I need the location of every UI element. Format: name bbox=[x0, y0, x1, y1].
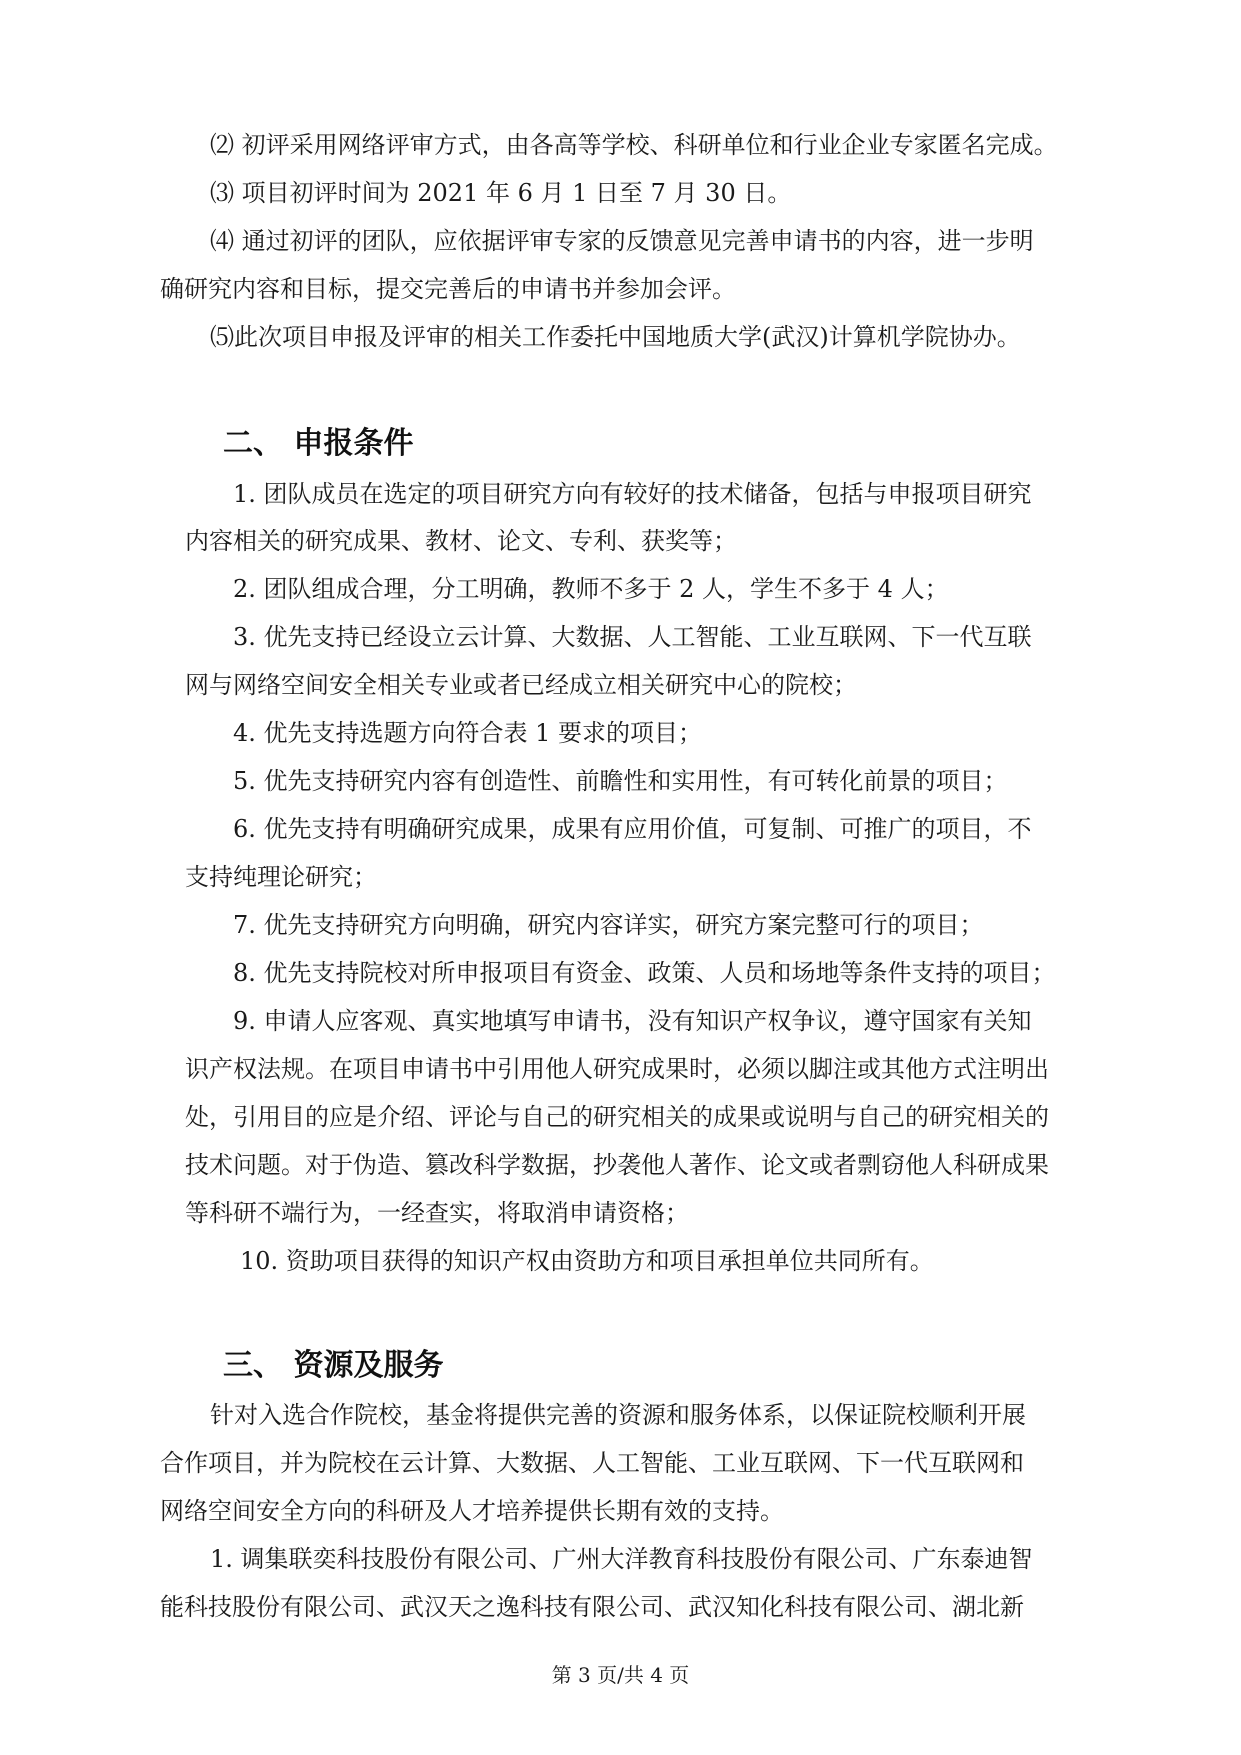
condition-9-line-5: 等科研不端行为，一经查实，将取消申请资格； bbox=[185, 1199, 689, 1227]
condition-6-line-2: 支持纯理论研究； bbox=[185, 863, 377, 891]
intro-item-5: ⑸此次项目申报及评审的相关工作委托中国地质大学(武汉)计算机学院协办。 bbox=[210, 323, 1021, 351]
condition-3-line-1: 3. 优先支持已经设立云计算、大数据、人工智能、工业互联网、下一代互联 bbox=[233, 623, 1032, 651]
condition-1-line-1: 1. 团队成员在选定的项目研究方向有较好的技术储备，包括与申报项目研究 bbox=[233, 480, 1032, 508]
resources-intro-line-1: 针对入选合作院校，基金将提供完善的资源和服务体系，以保证院校顺利开展 bbox=[210, 1401, 1026, 1429]
condition-2: 2. 团队组成合理，分工明确，教师不多于 2 人，学生不多于 4 人； bbox=[233, 575, 949, 603]
condition-9-line-3: 处，引用目的应是介绍、评论与自己的研究相关的成果或说明与自己的研究相关的 bbox=[185, 1103, 1049, 1131]
page-number: 第 3 页/共 4 页 bbox=[551, 1663, 690, 1687]
intro-item-4-line-1: ⑷ 通过初评的团队，应依据评审专家的反馈意见完善申请书的内容，进一步明 bbox=[210, 227, 1034, 255]
condition-8: 8. 优先支持院校对所申报项目有资金、政策、人员和场地等条件支持的项目； bbox=[233, 959, 1056, 987]
resources-item-1-line-1: 1. 调集联奕科技股份有限公司、广州大洋教育科技股份有限公司、广东泰迪智 bbox=[210, 1545, 1033, 1573]
section-heading-resources-services: 三、 资源及服务 bbox=[223, 1348, 444, 1383]
section-heading-application-conditions: 二、 申报条件 bbox=[223, 426, 414, 461]
intro-item-2: ⑵ 初评采用网络评审方式，由各高等学校、科研单位和行业企业专家匿名完成。 bbox=[210, 131, 1058, 159]
resources-intro-line-3: 网络空间安全方向的科研及人才培养提供长期有效的支持。 bbox=[160, 1497, 784, 1525]
condition-10: 10. 资助项目获得的知识产权由资助方和项目承担单位共同所有。 bbox=[240, 1247, 934, 1275]
condition-5: 5. 优先支持研究内容有创造性、前瞻性和实用性，有可转化前景的项目； bbox=[233, 767, 1008, 795]
condition-9-line-4: 技术问题。对于伪造、篡改科学数据，抄袭他人著作、论文或者剽窃他人科研成果 bbox=[185, 1151, 1049, 1179]
condition-9-line-1: 9. 申请人应客观、真实地填写申请书，没有知识产权争议，遵守国家有关知 bbox=[233, 1007, 1032, 1035]
resources-item-1-line-2: 能科技股份有限公司、武汉天之逸科技有限公司、武汉知化科技有限公司、湖北新 bbox=[160, 1593, 1024, 1621]
condition-4: 4. 优先支持选题方向符合表 1 要求的项目； bbox=[233, 719, 703, 747]
condition-1-line-2: 内容相关的研究成果、教材、论文、专利、获奖等； bbox=[185, 527, 737, 555]
condition-7: 7. 优先支持研究方向明确，研究内容详实，研究方案完整可行的项目； bbox=[233, 911, 984, 939]
intro-item-4-line-2: 确研究内容和目标，提交完善后的申请书并参加会评。 bbox=[160, 275, 736, 303]
condition-6-line-1: 6. 优先支持有明确研究成果，成果有应用价值，可复制、可推广的项目，不 bbox=[233, 815, 1032, 843]
intro-item-3: ⑶ 项目初评时间为 2021 年 6 月 1 日至 7 月 30 日。 bbox=[210, 179, 792, 207]
resources-intro-line-2: 合作项目，并为院校在云计算、大数据、人工智能、工业互联网、下一代互联网和 bbox=[160, 1449, 1024, 1477]
condition-3-line-2: 网与网络空间安全相关专业或者已经成立相关研究中心的院校； bbox=[185, 671, 857, 699]
condition-9-line-2: 识产权法规。在项目申请书中引用他人研究成果时，必须以脚注或其他方式注明出 bbox=[185, 1055, 1049, 1083]
